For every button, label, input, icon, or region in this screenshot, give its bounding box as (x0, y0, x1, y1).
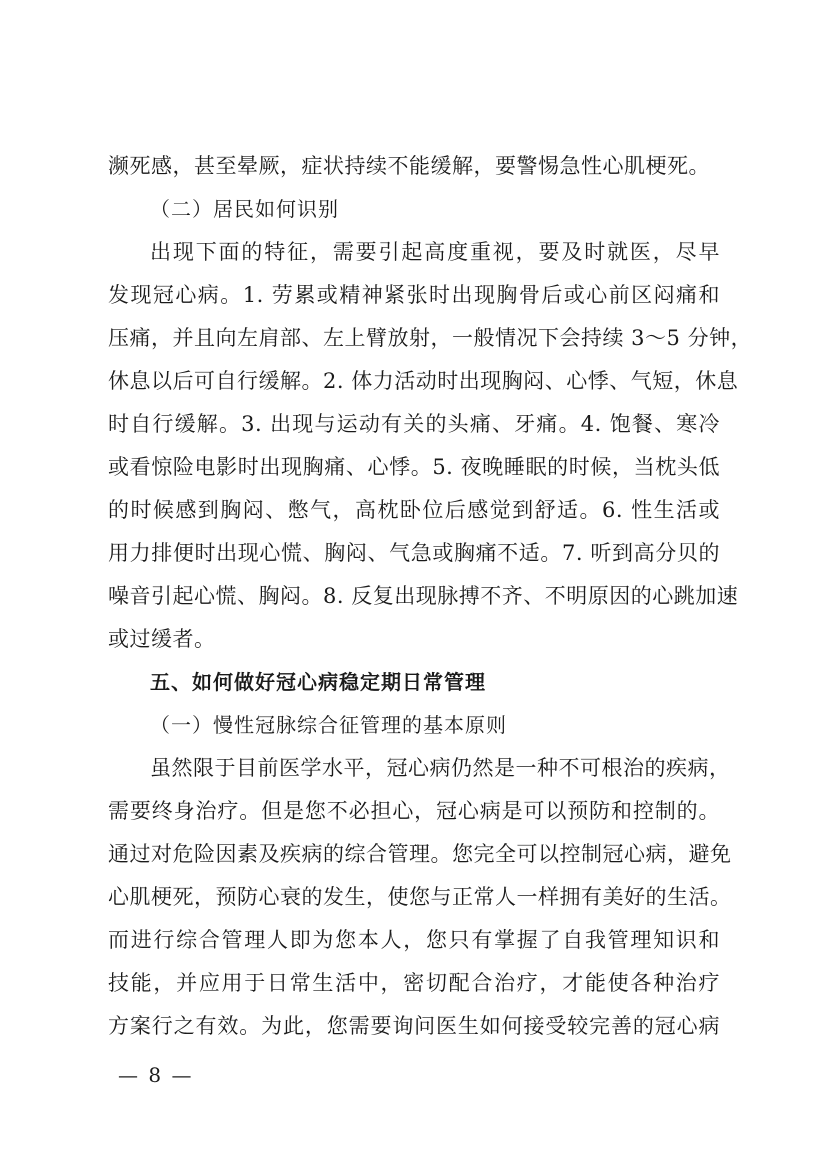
section-subheading: （二）居民如何识别 (150, 197, 339, 221)
body-text-line: 通过对危险因素及疾病的综合管理。您完全可以控制冠心病，避免 (108, 842, 732, 866)
body-text-line: 的时候感到胸闷、憋气，高枕卧位后感觉到舒适。6. 性生活或 (108, 498, 720, 522)
body-text-line: 技能，并应用于日常生活中，密切配合治疗，才能使各种治疗 (108, 971, 720, 995)
body-text-line: 时自行缓解。3. 出现与运动有关的头痛、牙痛。4. 饱餐、寒冷 (108, 412, 720, 436)
body-text-line: 用力排便时出现心慌、胸闷、气急或胸痛不适。7. 听到高分贝的 (108, 541, 720, 565)
section-heading: 五、如何做好冠心病稳定期日常管理 (150, 670, 486, 694)
body-text-line: 方案行之有效。为此，您需要询问医生如何接受较完善的冠心病 (108, 1014, 720, 1038)
body-text-line: 休息以后可自行缓解。2. 体力活动时出现胸闷、心悸、气短，休息 (108, 369, 739, 393)
section-subheading: （一）慢性冠脉综合征管理的基本原则 (150, 713, 507, 737)
paragraph-first-line: 虽然限于目前医学水平，冠心病仍然是一种不可根治的疾病， (150, 756, 731, 780)
body-text-line: 而进行综合管理人即为您本人，您只有掌握了自我管理知识和 (108, 928, 720, 952)
body-text-line: 压痛，并且向左肩部、左上臂放射，一般情况下会持续 3～5 分钟， (108, 326, 753, 350)
page-number: — 8 — (118, 1063, 194, 1087)
body-text-line: 噪音引起心慌、胸闷。8. 反复出现脉搏不齐、不明原因的心跳加速 (108, 584, 739, 608)
body-text-line: 需要终身治疗。但是您不必担心，冠心病是可以预防和控制的。 (108, 799, 720, 823)
body-text-line: 发现冠心病。1. 劳累或精神紧张时出现胸骨后或心前区闷痛和 (108, 283, 720, 307)
body-text-line: 濒死感，甚至晕厥，症状持续不能缓解，要警惕急性心肌梗死。 (108, 154, 710, 178)
body-text-line: 或看惊险电影时出现胸痛、心悸。5. 夜晚睡眠的时候，当枕头低 (108, 455, 720, 479)
body-text-line: 心肌梗死，预防心衰的发生，使您与正常人一样拥有美好的生活。 (108, 885, 732, 909)
paragraph-first-line: 出现下面的特征，需要引起高度重视，要及时就医，尽早 (150, 240, 720, 264)
body-text-line: 或过缓者。 (108, 627, 216, 651)
